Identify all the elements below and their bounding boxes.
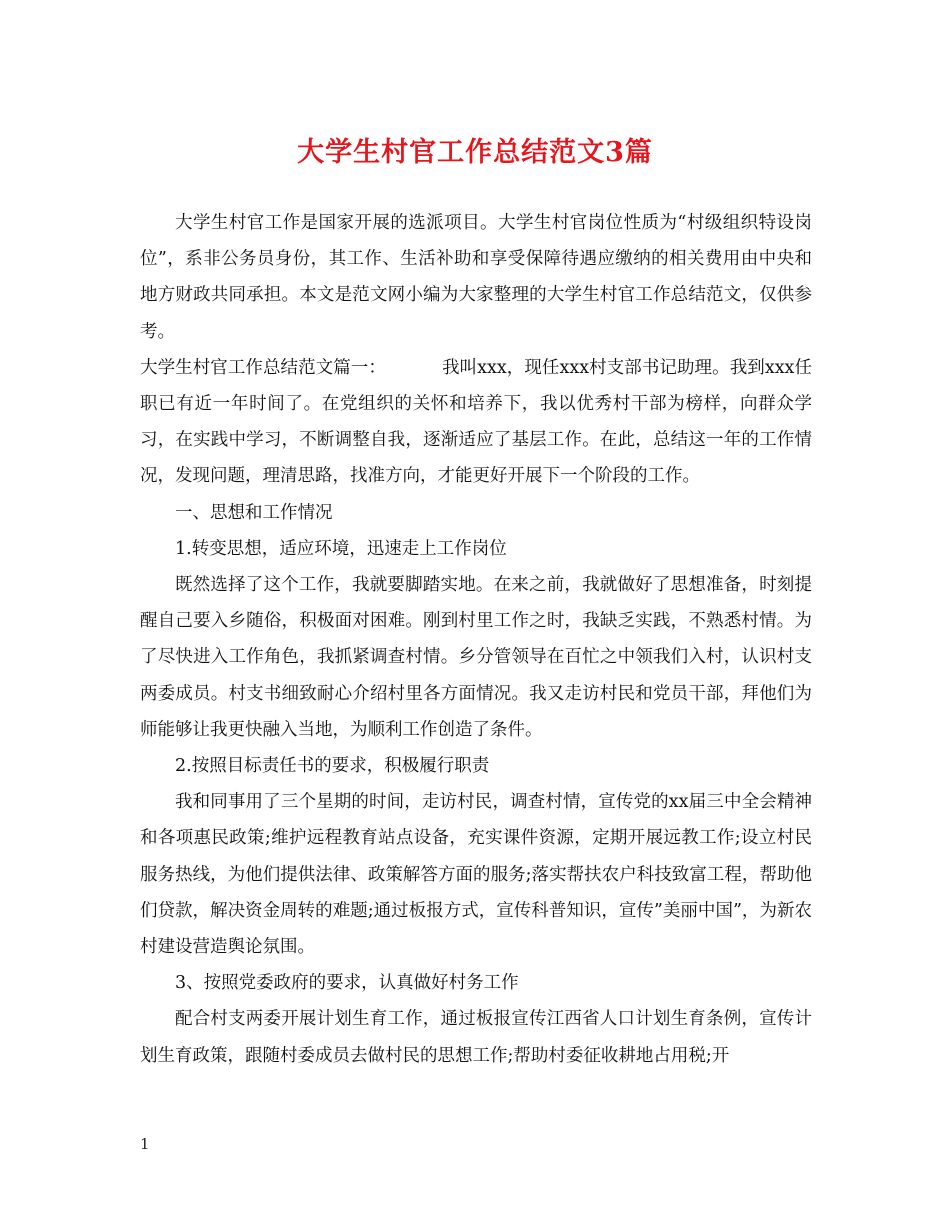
subheading-3: 3、按照党委政府的要求，认真做好村务工作 <box>175 973 519 994</box>
page-number: 1 <box>140 1135 150 1153</box>
paragraph-3: 配合村支两委开展计划生育工作，通过板报宣传江西省人口计划生育条例，宣传计划生育政策，跟随村委成员去做村民的思想工作;帮助村委征收耕地占用税;开 <box>140 1009 812 1066</box>
section1-label: 大学生村官工作总结范文篇一： <box>140 357 386 378</box>
subheading-1: 1.转变思想，适应环境，迅速走上工作岗位 <box>175 538 507 559</box>
subheading-2: 2.按照目标责任书的要求，积极履行职责 <box>175 756 490 777</box>
heading-thought-and-work: 一、思想和工作情况 <box>175 502 333 523</box>
document-title: 大学生村官工作总结范文3篇 <box>297 137 653 168</box>
intro-paragraph: 大学生村官工作是国家开展的选派项目。大学生村官岗位性质为“村级组织特设岗位”，系非公务员身份，其工作、生活补助和享受保障待遇应缴纳的相关费用由中央和地方财政共同承担。本文是范文网小编为大家整理的大学生村官工作总结范文，仅供参考。 <box>140 213 812 342</box>
paragraph-2: 我和同事用了三个星期的时间，走访村民，调查村情，宣传党的xx届三中全会精神和各项惠民政策;维护远程教育站点设备，充实课件资源，定期开展远教工作;设立村民服务热线，为他们提供法律、政策解答方面的服务;落实帮扶农户科技致富工程，帮助他们贷款，解决资金周转的难题;通过板报方式，宣传科普知识，宣传”美丽中国”，为新农村建设营造舆论氛围。 <box>140 792 812 958</box>
document-body <box>140 205 812 1074</box>
section1-opening: 我叫xxx，现任xxx村支部书记助理。我到xxx任职已有近一年时间了。在党组织的关怀和培养下，我以优秀村干部为榜样，向群众学习，在实践中学习，不断调整自我，逐渐适应了基层工作。在此，总结这一年的工作情况，发现问题，理清思路，找准方向，才能更好开展下一个阶段的工作。 <box>140 357 812 487</box>
paragraph-1: 既然选择了这个工作，我就要脚踏实地。在来之前，我就做好了思想准备，时刻提醒自己要入乡随俗，积极面对困难。刚到村里工作之时，我缺乏实践，不熟悉村情。为了尽快进入工作角色，我抓紧调查村情。乡分管领导在百忙之中领我们入村，认识村支两委成员。村支书细致耐心介绍村里各方面情况。我又走访村民和党员干部，拜他们为师能够让我更快融入当地，为顺利工作创造了条件。 <box>140 575 812 740</box>
section1-paragraph <box>140 350 812 495</box>
